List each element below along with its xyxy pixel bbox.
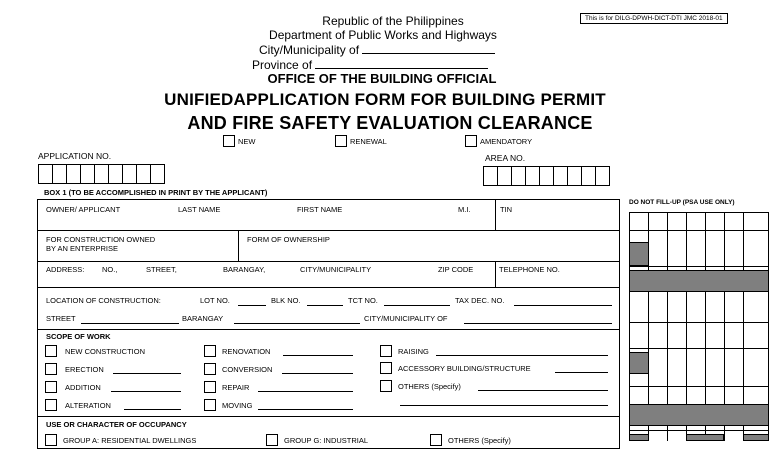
area-no-cell[interactable]: [511, 166, 526, 186]
box1-title: BOX 1 (TO BE ACCOMPLISHED IN PRINT BY THE APPLICANT): [44, 188, 268, 197]
psa-grid-line: [629, 348, 769, 349]
repair-checkbox[interactable]: [204, 381, 216, 393]
new-checkbox[interactable]: [223, 135, 235, 147]
zip-code-label: ZIP CODE: [438, 265, 474, 274]
renovation-label: RENOVATION: [222, 346, 271, 356]
area-no-cell[interactable]: [483, 166, 498, 186]
repair-field[interactable]: [258, 391, 353, 392]
street-field[interactable]: [81, 323, 179, 324]
scope-alteration[interactable]: [45, 399, 111, 411]
barangay-label: BARANGAY: [182, 314, 224, 323]
renewal-label: RENEWAL: [350, 136, 387, 146]
erection-checkbox[interactable]: [45, 363, 57, 375]
street-label: STREET: [46, 314, 76, 323]
blk-no-field[interactable]: [307, 305, 343, 306]
psa-use-label: DO NOT FILL-UP (PSA USE ONLY): [629, 199, 735, 206]
area-no-cell[interactable]: [553, 166, 568, 186]
area-no-cell[interactable]: [567, 166, 582, 186]
tin-label: TIN: [500, 205, 513, 214]
area-no-cell[interactable]: [525, 166, 540, 186]
group-a-label: GROUP A: RESIDENTIAL DWELLINGS: [63, 435, 197, 445]
telephone-label: TELEPHONE NO.: [499, 265, 560, 274]
accessory-label: ACCESSORY BUILDING/STRUCTURE: [398, 363, 531, 373]
barangay-field[interactable]: [234, 323, 360, 324]
location-label: LOCATION OF CONSTRUCTION:: [46, 296, 161, 305]
group-g-label: GROUP G: INDUSTRIAL: [284, 435, 369, 445]
header-province-line: [252, 57, 488, 72]
first-name-label: FIRST NAME: [297, 205, 343, 214]
amendatory-checkbox[interactable]: [465, 135, 477, 147]
form-title-line1: UNIFIEDAPPLICATION FORM FOR BUILDING PERMIT: [164, 90, 606, 109]
moving-field[interactable]: [258, 409, 353, 410]
tct-no-label: TCT NO.: [348, 296, 378, 305]
mi-label: M.I.: [458, 205, 471, 214]
address-label: ADDRESS:: [46, 265, 85, 274]
conversion-checkbox[interactable]: [204, 363, 216, 375]
owner-label: OWNER/ APPLICANT: [46, 205, 121, 214]
amendatory-label: AMENDATORY: [480, 136, 533, 146]
address-barangay-label: BARANGAY,: [223, 265, 266, 274]
new-label: NEW: [238, 136, 256, 146]
alteration-field[interactable]: [124, 409, 181, 410]
erection-field[interactable]: [113, 373, 181, 374]
address-city-label: CITY/MUNICIPALITY: [300, 265, 372, 274]
blk-no-label: BLK NO.: [271, 296, 301, 305]
lot-no-label: LOT NO.: [200, 296, 230, 305]
header-republic: Republic of the Philippines: [322, 14, 464, 28]
erection-label: ERECTION: [65, 364, 104, 374]
document-code-tag: [580, 13, 728, 24]
document-code-text: This is for DILG-DPWH-DICT-DTI JMC 2018-01: [585, 15, 723, 22]
others-checkbox[interactable]: [380, 380, 392, 392]
occupancy-others-label: OTHERS (Specify): [448, 435, 511, 445]
tin-field[interactable]: [498, 216, 616, 228]
others-field[interactable]: [478, 390, 608, 391]
owner-name-field[interactable]: [44, 216, 492, 228]
enterprise-label-line2: BY AN ENTERPRISE: [46, 244, 118, 253]
col-divider-tin: [495, 199, 496, 230]
application-no-boxes[interactable]: [38, 164, 165, 184]
occupancy-group-a[interactable]: [45, 434, 196, 446]
tax-dec-field[interactable]: [514, 305, 612, 306]
moving-checkbox[interactable]: [204, 399, 216, 411]
col-divider-tel: [495, 261, 496, 287]
area-no-boxes[interactable]: [483, 166, 610, 186]
scope-renovation[interactable]: [204, 345, 270, 357]
app-no-cell[interactable]: [52, 164, 67, 184]
type-renewal[interactable]: [335, 135, 387, 147]
group-a-checkbox[interactable]: [45, 434, 57, 446]
raising-checkbox[interactable]: [380, 345, 392, 357]
renovation-field[interactable]: [283, 355, 353, 356]
enterprise-label: [46, 235, 155, 253]
scope-others[interactable]: [380, 380, 461, 392]
psa-shaded-cell: [629, 434, 649, 441]
occupancy-title: USE OR CHARACTER OF OCCUPANCY: [46, 420, 187, 429]
tct-no-field[interactable]: [384, 305, 450, 306]
others-label: OTHERS (Specify): [398, 381, 461, 391]
app-no-cell[interactable]: [38, 164, 53, 184]
others-field-line2[interactable]: [400, 405, 608, 406]
alteration-label: ALTERATION: [65, 400, 111, 410]
app-no-cell[interactable]: [150, 164, 165, 184]
row-divider: [37, 329, 620, 330]
addition-label: ADDITION: [65, 382, 101, 392]
address-no-label: NO.,: [102, 265, 118, 274]
scope-conversion[interactable]: [204, 363, 272, 375]
app-no-cell[interactable]: [94, 164, 109, 184]
group-g-checkbox[interactable]: [266, 434, 278, 446]
alteration-checkbox[interactable]: [45, 399, 57, 411]
accessory-checkbox[interactable]: [380, 362, 392, 374]
area-no-cell[interactable]: [497, 166, 512, 186]
scope-accessory[interactable]: [380, 362, 531, 374]
row-divider: [37, 230, 620, 231]
psa-grid-line: [629, 322, 769, 323]
app-no-cell[interactable]: [136, 164, 151, 184]
address-street-label: STREET,: [146, 265, 177, 274]
row-divider: [37, 416, 620, 417]
occupancy-others[interactable]: [430, 434, 511, 446]
scope-title: SCOPE OF WORK: [46, 332, 111, 341]
enterprise-label-line1: FOR CONSTRUCTION OWNED: [46, 235, 156, 244]
occupancy-others-checkbox[interactable]: [430, 434, 442, 446]
app-no-cell[interactable]: [80, 164, 95, 184]
form-of-ownership-label: FORM OF OWNERSHIP: [247, 235, 330, 244]
type-amendatory[interactable]: [465, 135, 532, 147]
psa-grid-line: [629, 212, 769, 213]
renewal-checkbox[interactable]: [335, 135, 347, 147]
area-no-label: AREA NO.: [485, 153, 526, 163]
occupancy-group-g[interactable]: [266, 434, 368, 446]
area-no-cell[interactable]: [581, 166, 596, 186]
scope-raising[interactable]: [380, 345, 429, 357]
new-construction-checkbox[interactable]: [45, 345, 57, 357]
accessory-field[interactable]: [555, 372, 608, 373]
addition-checkbox[interactable]: [45, 381, 57, 393]
renovation-checkbox[interactable]: [204, 345, 216, 357]
row-divider: [37, 261, 620, 262]
col-divider-ownership: [238, 230, 239, 261]
header-city-line: [259, 42, 495, 57]
header-department: Department of Public Works and Highways: [269, 28, 497, 42]
type-new[interactable]: [223, 135, 256, 147]
new-construction-label: NEW CONSTRUCTION: [65, 346, 145, 356]
last-name-label: LAST NAME: [178, 205, 221, 214]
psa-shaded-cell: [743, 434, 769, 441]
conversion-label: CONVERSION: [222, 364, 273, 374]
scope-addition[interactable]: [45, 381, 101, 393]
psa-grid-line: [629, 266, 769, 267]
form-of-ownership-field[interactable]: [242, 245, 616, 259]
app-no-cell[interactable]: [66, 164, 81, 184]
city-label: City/Municipality of: [259, 43, 360, 57]
psa-shaded-cell: [686, 434, 724, 441]
area-no-cell[interactable]: [539, 166, 554, 186]
scope-moving[interactable]: [204, 399, 252, 411]
repair-label: REPAIR: [222, 382, 250, 392]
raising-field[interactable]: [436, 355, 608, 356]
psa-shaded-bar: [629, 404, 769, 426]
addition-field[interactable]: [111, 391, 181, 392]
psa-shaded-cell: [629, 242, 649, 266]
area-no-cell[interactable]: [595, 166, 610, 186]
city-municipality-field[interactable]: [464, 323, 612, 324]
psa-grid-line: [629, 230, 769, 231]
province-field[interactable]: [315, 57, 488, 69]
city-field[interactable]: [362, 42, 495, 54]
office-title: OFFICE OF THE BUILDING OFFICIAL: [267, 71, 497, 86]
psa-grid: [629, 212, 769, 441]
raising-label: RAISING: [398, 346, 429, 356]
scope-erection[interactable]: [45, 363, 104, 375]
application-no-label: APPLICATION NO.: [38, 151, 112, 161]
moving-label: MOVING: [222, 400, 253, 410]
psa-grid-line: [629, 386, 769, 387]
lot-no-field[interactable]: [238, 305, 266, 306]
tax-dec-label: TAX DEC. NO.: [455, 296, 505, 305]
scope-new-construction[interactable]: [45, 345, 145, 357]
form-title-line2: AND FIRE SAFETY EVALUATION CLEARANCE: [187, 113, 593, 133]
psa-grid-line: [629, 430, 769, 431]
province-label: Province of: [252, 58, 313, 72]
app-no-cell[interactable]: [108, 164, 123, 184]
scope-repair[interactable]: [204, 381, 249, 393]
psa-shaded-bar: [629, 270, 769, 292]
conversion-field[interactable]: [282, 373, 353, 374]
city-municipality-label: CITY/MUNICIPALITY OF: [364, 314, 448, 323]
app-no-cell[interactable]: [122, 164, 137, 184]
row-divider: [37, 287, 620, 288]
psa-shaded-cell: [629, 352, 649, 374]
